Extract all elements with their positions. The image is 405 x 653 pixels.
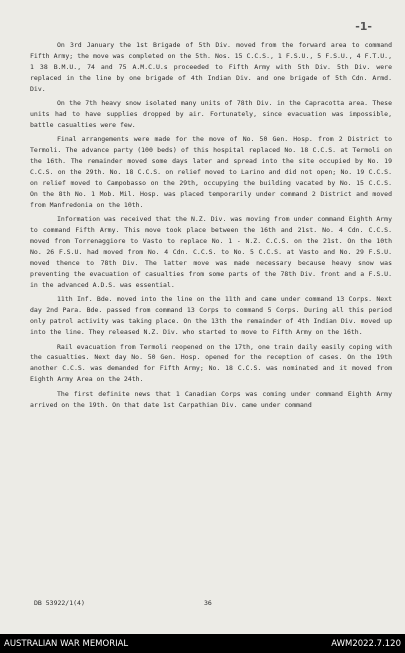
archive-name: AUSTRALIAN WAR MEMORIAL <box>4 638 129 649</box>
archive-footer <box>0 634 405 653</box>
paragraph-text: Rail evacuation from Termoli reopened on the 17th, one train daily easily coping with the casualties. Next day No. 50 Gen. Hosp. opened for the reception of cases. On the 19th another C.C.S. was demanded for Fifth Army; No. 18 C.C.S. was nominated and it moved from Eighth Army Area on the 24th. <box>30 342 392 384</box>
archive-reference: AWM2022.7.120 <box>331 638 401 649</box>
paragraph-text: Final arrangements were made for the move of No. 50 Gen. Hosp. from 2 District to Termoli. The advance party (100 beds) of this hospital replaced No. 18 C.C.S. at Termoli on the 16th. The remainder moved some days later and spread into the site occupied by No. 19 C.C.S. on the 29th. No. 18 C.C.S. on relief moved to Larino and did not open; No. 19 C.C.S. on relief moved to Campobasso on the 29th, occupying the building vacated by No. 15 C.C.S. On the 8th No. 1 Mob. Mil. Hosp. was placed temporarily under command 2 District and moved from Manfredonia on the 10th. <box>30 135 392 209</box>
paragraph <box>30 342 392 386</box>
document-body <box>30 40 392 414</box>
page-mark: -1- <box>355 20 372 33</box>
paragraph <box>30 98 392 131</box>
paragraph <box>30 40 392 95</box>
paragraph <box>30 389 392 411</box>
paragraph-text: Information was received that the N.Z. Div. was moving from under command Eighth Army to command Fifth Army. This move took place between the 16th and 21st. No. 4 Cdn. C.C.S. moved from Torrenaggiore to Vasto to replace No. 1 - N.Z. C.C.S. on the 21st. On the 10th No. 26 F.S.U. had moved from No. 4 Cdn. C.C.S. to No. 5 C.C.S. at Vasto and No. 29 F.S.U. moved thence to 78th Div. The latter move was made necessary because heavy snow was preventing the evacuation of casualties from some parts of the 78th Div. front and a F.S.U. in the advanced A.D.S. was essential. <box>30 215 392 289</box>
paragraph-text: The first definite news that 1 Canadian Corps was coming under command Eighth Army arrived on the 19th. On that date 1st Carpathian Div. came under command <box>30 389 392 409</box>
paragraph <box>30 294 392 338</box>
page-number: 36 <box>204 599 212 607</box>
document-reference: DB 53922/1(4) <box>34 599 85 607</box>
paragraph-text: On 3rd January the 1st Brigade of 5th Div. moved from the forward area to command Fifth Army; the move was completed on the 5th. Nos. 15 C.C.S., 1 F.S.U., 5 F.S.U., 4 F.T.U., 1 38 B.M.U., 74 and 75 A.M.C.U.s proceeded to Fifth Army with 5th Div. 5th Div. were replaced in the line by one brigade of 4th Indian Div. and one brigade of 5th Cdn. Armd. Div. <box>30 41 392 93</box>
paragraph-text: On the 7th heavy snow isolated many units of 78th Div. in the Capracotta area. These units had to have supplies dropped by air. Fortunately, since evacuation was impossible, battle casualties were few. <box>30 99 392 129</box>
paragraph <box>30 214 392 290</box>
paragraph <box>30 134 392 210</box>
paragraph-text: 11th Inf. Bde. moved into the line on the 11th and came under command 13 Corps. Next day 2nd Para. Bde. passed from command 13 Corps to command 5 Corps. During all this period only patrol activity was taking place. On the 13th the remainder of 4th Indian Div. moved up into the line. They released N.Z. Div. who started to move to Fifth Army on the 16th. <box>30 295 392 337</box>
